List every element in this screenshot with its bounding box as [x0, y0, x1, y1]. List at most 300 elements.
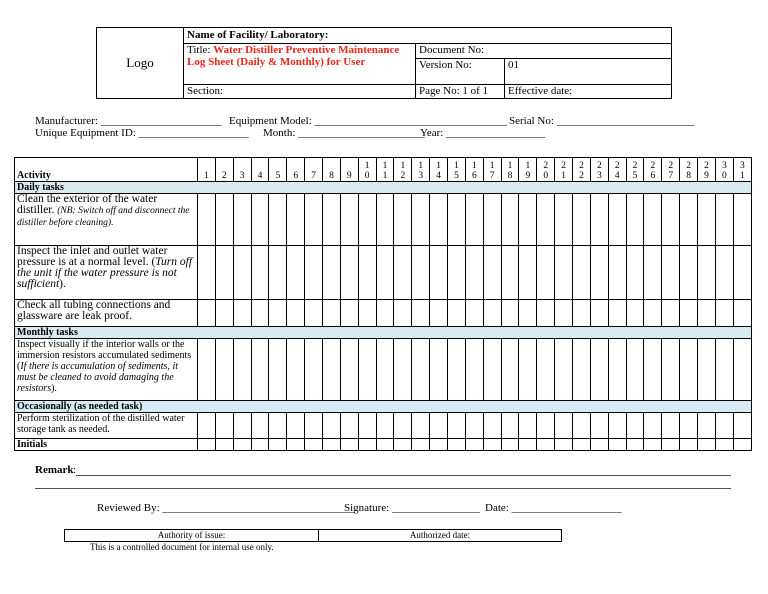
check-cell-day-8[interactable]: [323, 300, 341, 327]
check-cell-day-2[interactable]: [215, 300, 233, 327]
check-cell-day-19[interactable]: [519, 194, 537, 246]
check-cell-day-28[interactable]: [680, 300, 698, 327]
day-header-28: [680, 158, 698, 182]
day-digit-tens: 2: [614, 161, 620, 171]
day-digit-ones: 1: [382, 171, 388, 181]
check-cell-day-7[interactable]: [305, 300, 323, 327]
check-cell-day-4[interactable]: [251, 413, 269, 439]
day-digit-ones: 6: [650, 171, 656, 181]
check-cell-day-8[interactable]: [323, 339, 341, 401]
day-digit-ones: 3: [239, 171, 245, 181]
task-inspect-pressure: Inspect the inlet and outlet water pressure is at a normal level. (Turn off the unit if the water pressure is not sufficient).: [15, 246, 198, 300]
day-digit-ones: 0: [543, 171, 549, 181]
day-digit-tens: 3: [740, 161, 745, 171]
check-cell-day-21[interactable]: [555, 439, 573, 451]
check-cell-day-5[interactable]: [269, 194, 287, 246]
check-cell-day-9[interactable]: [340, 339, 358, 401]
check-cell-day-7[interactable]: [305, 413, 323, 439]
day-header-20: [537, 158, 555, 182]
day-digit-ones: 6: [293, 171, 299, 181]
occasional-section-row: [15, 401, 752, 413]
authority-of-issue: Authority of issue:: [65, 530, 319, 542]
check-cell-day-12[interactable]: [394, 300, 412, 327]
check-cell-day-28[interactable]: [680, 439, 698, 451]
check-cell-day-5[interactable]: [269, 413, 287, 439]
check-cell-day-24[interactable]: [608, 246, 626, 300]
maintenance-log-table: [14, 157, 752, 451]
check-cell-day-25[interactable]: [626, 413, 644, 439]
check-cell-day-28[interactable]: [680, 194, 698, 246]
check-cell-day-27[interactable]: [662, 194, 680, 246]
check-cell-day-14[interactable]: [430, 339, 448, 401]
day-header-7: [305, 158, 323, 182]
day-digit-tens: 2: [561, 161, 566, 171]
day-header-25: [626, 158, 644, 182]
check-cell-day-18[interactable]: [501, 300, 519, 327]
document-header: [96, 27, 672, 99]
check-cell-day-12[interactable]: [394, 439, 412, 451]
check-cell-day-30[interactable]: [715, 339, 733, 401]
check-cell-day-17[interactable]: [483, 339, 501, 401]
check-cell-day-15[interactable]: [448, 246, 466, 300]
check-cell-day-16[interactable]: [465, 413, 483, 439]
check-cell-day-26[interactable]: [644, 194, 662, 246]
check-cell-day-27[interactable]: [662, 413, 680, 439]
check-cell-day-6[interactable]: [287, 413, 305, 439]
logo-placeholder: [97, 28, 184, 99]
check-cell-day-23[interactable]: [590, 413, 608, 439]
check-cell-day-1[interactable]: [198, 246, 216, 300]
check-cell-day-2[interactable]: [215, 194, 233, 246]
check-cell-day-8[interactable]: [323, 439, 341, 451]
check-cell-day-31[interactable]: [733, 194, 751, 246]
check-cell-day-16[interactable]: [465, 300, 483, 327]
check-cell-day-2[interactable]: [215, 413, 233, 439]
check-cell-day-2[interactable]: [215, 339, 233, 401]
check-cell-day-14[interactable]: [430, 246, 448, 300]
check-cell-day-20[interactable]: [537, 246, 555, 300]
check-cell-day-9[interactable]: [340, 246, 358, 300]
day-header-15: [448, 158, 466, 182]
check-cell-day-4[interactable]: [251, 339, 269, 401]
check-cell-day-26[interactable]: [644, 246, 662, 300]
check-cell-day-12[interactable]: [394, 194, 412, 246]
check-cell-day-1[interactable]: [198, 339, 216, 401]
day-header-9: [340, 158, 358, 182]
day-header-13: [412, 158, 430, 182]
check-cell-day-4[interactable]: [251, 300, 269, 327]
day-digit-ones: 8: [686, 171, 691, 181]
day-digit-ones: 5: [275, 171, 281, 181]
check-cell-day-29[interactable]: [698, 339, 716, 401]
initials-label: Initials: [15, 439, 198, 451]
check-cell-day-6[interactable]: [287, 439, 305, 451]
day-digit-ones: 1: [561, 171, 566, 181]
table-row: [15, 194, 752, 246]
check-cell-day-24[interactable]: [608, 413, 626, 439]
day-header-18: [501, 158, 519, 182]
check-cell-day-3[interactable]: [233, 194, 251, 246]
check-cell-day-19[interactable]: [519, 246, 537, 300]
day-digit-ones: 7: [489, 171, 495, 181]
signature-field[interactable]: Signature: ________________: [344, 502, 480, 514]
effective-date: Effective date:: [505, 85, 672, 99]
check-cell-day-29[interactable]: [698, 413, 716, 439]
table-row: [15, 300, 752, 327]
unique-equipment-id-field[interactable]: Unique Equipment ID: ____________________: [35, 127, 249, 139]
day-header-17: [483, 158, 501, 182]
check-cell-day-13[interactable]: [412, 194, 430, 246]
check-cell-day-2[interactable]: [215, 439, 233, 451]
reviewed-by-field[interactable]: Reviewed By: ___________________________________: [97, 502, 355, 514]
check-cell-day-30[interactable]: [715, 300, 733, 327]
day-digit-tens: 1: [400, 161, 406, 171]
day-header-6: [287, 158, 305, 182]
initials-row: [15, 439, 752, 451]
day-header-10: [358, 158, 376, 182]
day-header-4: [251, 158, 269, 182]
check-cell-day-29[interactable]: [698, 246, 716, 300]
check-cell-day-30[interactable]: [715, 246, 733, 300]
check-cell-day-5[interactable]: [269, 246, 287, 300]
check-cell-day-4[interactable]: [251, 246, 269, 300]
check-cell-day-23[interactable]: [590, 300, 608, 327]
check-cell-day-27[interactable]: [662, 339, 680, 401]
check-cell-day-3[interactable]: [233, 246, 251, 300]
check-cell-day-8[interactable]: [323, 413, 341, 439]
check-cell-day-12[interactable]: [394, 339, 412, 401]
task-inspect-sediments: Inspect visually if the interior walls or the immersion resistors accumulated sediments (If there is accumulation of sediments, it must be cleaned to avoid damaging the resistors).: [15, 339, 198, 401]
check-cell-day-7[interactable]: [305, 246, 323, 300]
check-cell-day-22[interactable]: [573, 413, 591, 439]
check-cell-day-3[interactable]: [233, 439, 251, 451]
check-cell-day-2[interactable]: [215, 246, 233, 300]
check-cell-day-13[interactable]: [412, 300, 430, 327]
document-no: Document No:: [416, 44, 672, 59]
day-header-26: [644, 158, 662, 182]
title-text: Water Distiller Preventive Maintenance Log Sheet (Daily & Monthly) for User: [187, 44, 400, 68]
check-cell-day-23[interactable]: [590, 339, 608, 401]
year-field[interactable]: Year: __________________: [420, 127, 546, 139]
check-cell-day-3[interactable]: [233, 413, 251, 439]
check-cell-day-21[interactable]: [555, 300, 573, 327]
check-cell-day-25[interactable]: [626, 439, 644, 451]
day-digit-ones: 8: [507, 171, 513, 181]
check-cell-day-31[interactable]: [733, 246, 751, 300]
check-cell-day-24[interactable]: [608, 300, 626, 327]
check-cell-day-20[interactable]: [537, 339, 555, 401]
table-row: [15, 246, 752, 300]
check-cell-day-24[interactable]: [608, 194, 626, 246]
authority-table: [64, 529, 562, 542]
check-cell-day-19[interactable]: [519, 439, 537, 451]
check-cell-day-24[interactable]: [608, 439, 626, 451]
day-digit-tens: 1: [525, 161, 531, 171]
day-digit-tens: 1: [507, 161, 513, 171]
check-cell-day-13[interactable]: [412, 439, 430, 451]
check-cell-day-31[interactable]: [733, 413, 751, 439]
day-header-23: [590, 158, 608, 182]
check-cell-day-26[interactable]: [644, 300, 662, 327]
check-cell-day-11[interactable]: [376, 413, 394, 439]
check-cell-day-3[interactable]: [233, 300, 251, 327]
check-cell-day-10[interactable]: [358, 413, 376, 439]
check-cell-day-1[interactable]: [198, 194, 216, 246]
monthly-section-row: [15, 327, 752, 339]
check-cell-day-28[interactable]: [680, 246, 698, 300]
day-digit-tens: 1: [436, 161, 441, 171]
serial-no-field[interactable]: Serial No: _________________________: [509, 115, 695, 127]
check-cell-day-4[interactable]: [251, 194, 269, 246]
check-cell-day-14[interactable]: [430, 194, 448, 246]
day-digit-tens: 2: [704, 161, 709, 171]
check-cell-day-6[interactable]: [287, 300, 305, 327]
check-cell-day-29[interactable]: [698, 300, 716, 327]
check-cell-day-31[interactable]: [733, 300, 751, 327]
check-cell-day-13[interactable]: [412, 246, 430, 300]
day-header-29: [698, 158, 716, 182]
day-digit-ones: 7: [311, 171, 316, 181]
check-cell-day-4[interactable]: [251, 439, 269, 451]
day-digit-ones: 4: [436, 171, 441, 181]
authorized-date: Authorized date:: [319, 530, 562, 542]
day-digit-ones: 9: [704, 171, 709, 181]
check-cell-day-11[interactable]: [376, 246, 394, 300]
check-cell-day-15[interactable]: [448, 339, 466, 401]
day-digit-tens: 1: [489, 161, 495, 171]
check-cell-day-7[interactable]: [305, 439, 323, 451]
day-digit-tens: 2: [579, 161, 584, 171]
page-number: Page No: 1 of 1: [416, 85, 505, 99]
check-cell-day-31[interactable]: [733, 339, 751, 401]
day-header-2: [215, 158, 233, 182]
check-cell-day-21[interactable]: [555, 413, 573, 439]
check-cell-day-12[interactable]: [394, 413, 412, 439]
check-cell-day-7[interactable]: [305, 339, 323, 401]
check-cell-day-6[interactable]: [287, 339, 305, 401]
check-cell-day-20[interactable]: [537, 439, 555, 451]
check-cell-day-29[interactable]: [698, 194, 716, 246]
check-cell-day-1[interactable]: [198, 300, 216, 327]
check-cell-day-7[interactable]: [305, 194, 323, 246]
check-cell-day-26[interactable]: [644, 413, 662, 439]
check-cell-day-15[interactable]: [448, 413, 466, 439]
day-header-16: [465, 158, 483, 182]
day-digit-tens: 1: [364, 161, 370, 171]
check-cell-day-26[interactable]: [644, 439, 662, 451]
check-cell-day-9[interactable]: [340, 439, 358, 451]
day-digit-tens: 1: [471, 161, 477, 171]
check-cell-day-3[interactable]: [233, 339, 251, 401]
check-cell-day-23[interactable]: [590, 439, 608, 451]
day-digit-tens: 2: [543, 161, 549, 171]
check-cell-day-27[interactable]: [662, 300, 680, 327]
check-cell-day-25[interactable]: [626, 339, 644, 401]
check-cell-day-16[interactable]: [465, 439, 483, 451]
check-cell-day-13[interactable]: [412, 339, 430, 401]
remark-line-2[interactable]: [35, 488, 731, 489]
check-cell-day-28[interactable]: [680, 339, 698, 401]
check-cell-day-10[interactable]: [358, 194, 376, 246]
check-cell-day-25[interactable]: [626, 300, 644, 327]
check-cell-day-5[interactable]: [269, 439, 287, 451]
check-cell-day-31[interactable]: [733, 439, 751, 451]
check-cell-day-8[interactable]: [323, 246, 341, 300]
check-cell-day-20[interactable]: [537, 194, 555, 246]
check-cell-day-19[interactable]: [519, 339, 537, 401]
day-digit-tens: 3: [721, 161, 727, 171]
remark-line-1[interactable]: [76, 475, 731, 476]
day-digit-ones: 0: [721, 171, 727, 181]
day-digit-ones: 1: [740, 171, 745, 181]
day-header-14: [430, 158, 448, 182]
check-cell-day-18[interactable]: [501, 413, 519, 439]
day-header-8: [323, 158, 341, 182]
day-digit-ones: 4: [614, 171, 620, 181]
check-cell-day-18[interactable]: [501, 339, 519, 401]
check-cell-day-10[interactable]: [358, 246, 376, 300]
check-cell-day-9[interactable]: [340, 413, 358, 439]
check-cell-day-21[interactable]: [555, 246, 573, 300]
check-cell-day-30[interactable]: [715, 194, 733, 246]
check-cell-day-22[interactable]: [573, 300, 591, 327]
section-daily: Daily tasks: [15, 182, 752, 194]
check-cell-day-18[interactable]: [501, 439, 519, 451]
check-cell-day-14[interactable]: [430, 439, 448, 451]
check-cell-day-23[interactable]: [590, 194, 608, 246]
daily-section-row: [15, 182, 752, 194]
section-field: Section:: [184, 85, 416, 99]
check-cell-day-16[interactable]: [465, 339, 483, 401]
check-cell-day-13[interactable]: [412, 413, 430, 439]
check-cell-day-11[interactable]: [376, 194, 394, 246]
task-sterilization: Perform sterilization of the distilled water storage tank as needed.: [15, 413, 198, 439]
check-cell-day-10[interactable]: [358, 439, 376, 451]
check-cell-day-22[interactable]: [573, 194, 591, 246]
check-cell-day-20[interactable]: [537, 300, 555, 327]
manufacturer-field[interactable]: Manufacturer: ______________________: [35, 115, 222, 127]
day-digit-ones: 3: [596, 171, 602, 181]
day-header-31: [733, 158, 751, 182]
check-cell-day-19[interactable]: [519, 300, 537, 327]
day-digit-ones: 9: [346, 171, 352, 181]
day-digit-ones: 0: [364, 171, 370, 181]
check-cell-day-15[interactable]: [448, 439, 466, 451]
check-cell-day-10[interactable]: [358, 300, 376, 327]
version-value: 01: [505, 58, 672, 84]
activity-header: Activity: [15, 158, 198, 182]
day-digit-ones: 6: [471, 171, 477, 181]
check-cell-day-28[interactable]: [680, 413, 698, 439]
day-digit-tens: 1: [418, 161, 424, 171]
check-cell-day-10[interactable]: [358, 339, 376, 401]
check-cell-day-30[interactable]: [715, 439, 733, 451]
check-cell-day-14[interactable]: [430, 300, 448, 327]
date-field[interactable]: Date: ____________________: [485, 502, 622, 514]
remark-colon: :: [73, 464, 77, 476]
check-cell-day-23[interactable]: [590, 246, 608, 300]
check-cell-day-22[interactable]: [573, 246, 591, 300]
table-row: [15, 339, 752, 401]
day-header-22: [573, 158, 591, 182]
check-cell-day-30[interactable]: [715, 413, 733, 439]
day-digit-ones: 2: [400, 171, 406, 181]
check-cell-day-15[interactable]: [448, 194, 466, 246]
check-cell-day-22[interactable]: [573, 339, 591, 401]
check-cell-day-27[interactable]: [662, 439, 680, 451]
check-cell-day-16[interactable]: [465, 246, 483, 300]
check-cell-day-11[interactable]: [376, 439, 394, 451]
table-row: [15, 413, 752, 439]
check-cell-day-11[interactable]: [376, 339, 394, 401]
day-digit-tens: 2: [596, 161, 602, 171]
check-cell-day-14[interactable]: [430, 413, 448, 439]
day-digit-tens: 2: [650, 161, 656, 171]
check-cell-day-18[interactable]: [501, 194, 519, 246]
check-cell-day-1[interactable]: [198, 413, 216, 439]
check-cell-day-17[interactable]: [483, 300, 501, 327]
check-cell-day-21[interactable]: [555, 194, 573, 246]
check-cell-day-17[interactable]: [483, 439, 501, 451]
day-header-30: [715, 158, 733, 182]
check-cell-day-9[interactable]: [340, 300, 358, 327]
day-header-3: [233, 158, 251, 182]
check-cell-day-21[interactable]: [555, 339, 573, 401]
check-cell-day-15[interactable]: [448, 300, 466, 327]
check-cell-day-17[interactable]: [483, 413, 501, 439]
check-cell-day-22[interactable]: [573, 439, 591, 451]
check-cell-day-24[interactable]: [608, 339, 626, 401]
check-cell-day-9[interactable]: [340, 194, 358, 246]
task-check-tubing: Check all tubing connections and glassware are leak proof.: [15, 300, 198, 327]
check-cell-day-6[interactable]: [287, 246, 305, 300]
check-cell-day-1[interactable]: [198, 439, 216, 451]
day-digit-tens: 2: [632, 161, 638, 171]
check-cell-day-27[interactable]: [662, 246, 680, 300]
check-cell-day-25[interactable]: [626, 246, 644, 300]
check-cell-day-12[interactable]: [394, 246, 412, 300]
day-header-11: [376, 158, 394, 182]
equipment-model-field[interactable]: Equipment Model: ___________________________________: [229, 115, 508, 127]
check-cell-day-5[interactable]: [269, 300, 287, 327]
check-cell-day-20[interactable]: [537, 413, 555, 439]
check-cell-day-6[interactable]: [287, 194, 305, 246]
check-cell-day-8[interactable]: [323, 194, 341, 246]
day-header-21: [555, 158, 573, 182]
day-digit-ones: 3: [418, 171, 424, 181]
check-cell-day-11[interactable]: [376, 300, 394, 327]
day-digit-ones: 5: [632, 171, 638, 181]
check-cell-day-16[interactable]: [465, 194, 483, 246]
day-header-24: [608, 158, 626, 182]
check-cell-day-25[interactable]: [626, 194, 644, 246]
check-cell-day-17[interactable]: [483, 194, 501, 246]
document-title: [184, 44, 416, 85]
check-cell-day-19[interactable]: [519, 413, 537, 439]
check-cell-day-18[interactable]: [501, 246, 519, 300]
day-digit-ones: 5: [454, 171, 459, 181]
check-cell-day-17[interactable]: [483, 246, 501, 300]
month-field[interactable]: Month: _______________________: [263, 127, 425, 139]
check-cell-day-26[interactable]: [644, 339, 662, 401]
section-occasional: Occasionally (as needed task): [15, 401, 752, 413]
day-digit-tens: 1: [382, 161, 388, 171]
day-digit-ones: 1: [204, 171, 209, 181]
check-cell-day-29[interactable]: [698, 439, 716, 451]
day-digit-ones: 9: [525, 171, 531, 181]
check-cell-day-5[interactable]: [269, 339, 287, 401]
day-digit-ones: 7: [668, 171, 674, 181]
